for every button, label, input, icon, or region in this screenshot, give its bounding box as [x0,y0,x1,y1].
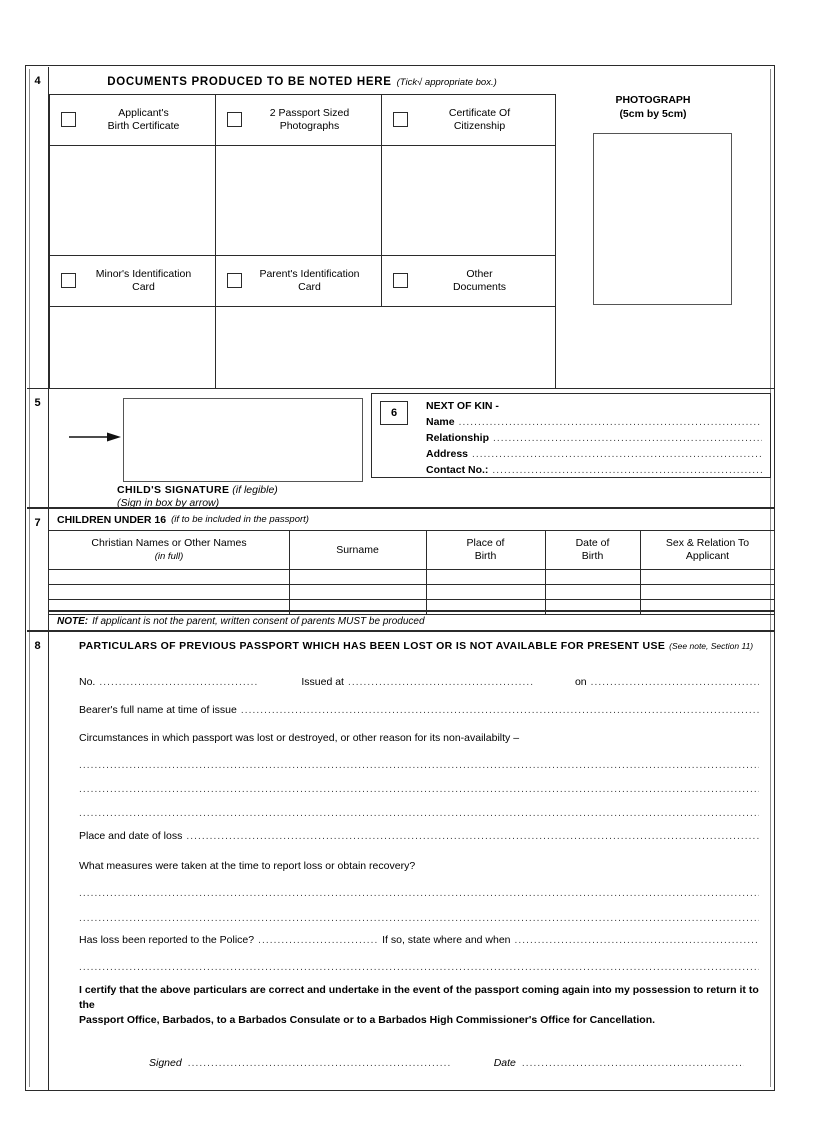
table-row[interactable] [49,584,775,600]
next-of-kin-fields [426,400,762,480]
documents-writing-area-1[interactable] [49,145,555,255]
measures-label: What measures were taken at the time to report loss or obtain recovery? [79,860,416,872]
document-item-label [408,107,555,133]
section-8-body [49,632,775,1090]
children-title: CHILDREN UNDER 16 [57,513,167,526]
section-7-number: 7 [34,517,41,529]
next-of-kin-name-input[interactable] [459,417,762,428]
signature-date-row[interactable] [149,1057,685,1069]
circumstances-input-line-3[interactable] [79,808,759,819]
document-item-applicants-birth-certificate[interactable] [49,94,215,145]
police-where-when-input[interactable] [515,935,759,946]
police-report-line[interactable] [79,934,759,948]
document-item-minors-identification-card[interactable] [49,255,215,306]
documents-tick-prefix: (Tick [396,76,418,88]
section-4-number: 4 [34,75,41,87]
document-item-label [242,107,381,133]
next-of-kin-title-line [426,400,762,416]
children-note-bar [49,610,775,630]
children-column-label: Christian Names or Other Names [91,537,247,549]
section-5-number: 5 [34,397,41,409]
issued-on-input[interactable] [591,677,759,688]
photograph-area [555,67,775,388]
documents-writing-area-2[interactable] [49,306,555,388]
children-column-label: Surname [336,543,379,556]
children-column-sublabel: Birth [581,550,604,562]
doc-label-line2: Documents [452,280,507,293]
section-7-children-under-16 [27,507,775,630]
police-report-input[interactable] [258,935,378,946]
photograph-caption-line1: PHOTOGRAPH [615,94,691,106]
checkbox-parents-identification-card[interactable] [227,273,242,288]
photograph-paste-box[interactable] [593,133,732,305]
next-of-kin-title: NEXT OF KIN - [426,400,499,412]
children-column-sublabel: Birth [474,550,497,562]
children-column-sublabel: Applicant [685,550,730,562]
children-column-label: Place of [466,537,505,549]
doc-label-line1: Other [466,267,493,280]
doc-label-line1: Applicant's [118,106,169,119]
place-date-of-loss-label: Place and date of loss [79,830,183,842]
signed-input[interactable] [188,1058,450,1069]
documents-tick-suffix: appropriate box.) [422,76,497,88]
signature-caption-line2: (Sign in box by arrow) [117,497,220,509]
next-of-kin-contact-input[interactable] [492,465,762,476]
issued-on-label: on [574,676,587,688]
next-of-kin-name-label: Name [426,416,455,428]
signed-label: Signed [149,1057,182,1069]
doc-label-line2: Card [298,280,321,293]
section-6-number: 6 [380,401,408,425]
documents-row-2 [49,255,555,306]
children-table-header-row [49,531,775,570]
next-of-kin-field-address[interactable] [426,448,762,464]
checkbox-other-documents[interactable] [393,273,408,288]
children-column-christian-names [49,531,289,569]
bearer-name-line[interactable] [79,704,759,718]
doc-label-line2: Birth Certificate [107,119,180,132]
next-of-kin-field-contact-no[interactable] [426,464,762,480]
document-item-label [242,268,381,294]
measures-label-line [79,860,759,874]
children-note-label: NOTE: [57,615,89,627]
form-page-frame [25,65,775,1091]
next-of-kin-contact-label: Contact No.: [426,464,489,476]
previous-passport-title: PARTICULARS OF PREVIOUS PASSPORT WHICH HAS BEEN LOST OR IS NOT AVAILABLE FOR PRESENT USE [79,640,666,652]
children-title-note: (if to be included in the passport) [171,514,309,525]
next-of-kin-box [371,393,771,478]
next-of-kin-field-relationship[interactable] [426,432,762,448]
place-date-of-loss-line[interactable] [79,830,759,844]
doc-label-line1: 2 Passport Sized [269,106,350,119]
passport-no-label: No. [79,676,96,688]
issued-at-label: Issued at [301,676,344,688]
certification-statement [79,983,761,1028]
checkbox-certificate-of-citizenship[interactable] [393,112,408,127]
doc-label-line2: Citizenship [453,119,506,132]
children-column-label: Date of [575,537,610,549]
place-date-of-loss-input[interactable] [186,831,759,842]
circumstances-label: Circumstances in which passport was lost or destroyed, or other reason for its non-availabilty – [79,732,520,744]
documents-row-1 [49,94,555,145]
children-header [49,509,775,531]
checkbox-applicants-birth-certificate[interactable] [61,112,76,127]
next-of-kin-relationship-label: Relationship [426,432,490,444]
section-8-number-gutter [27,632,49,1090]
police-report-label: Has loss been reported to the Police? [79,934,255,946]
issued-at-input[interactable] [348,677,533,688]
doc-label-line2: Photographs [279,119,340,132]
next-of-kin-field-name[interactable] [426,416,762,432]
section-4-documents-produced [27,67,775,388]
document-item-parents-identification-card[interactable] [215,255,381,306]
bearer-name-label: Bearer's full name at time of issue [79,704,237,716]
signature-arrow-icon [69,432,121,442]
certification-line-1: I certify that the above particulars are correct and undertake in the event of the passport coming again into my possession to return it to the [79,984,759,1011]
section-8-number: 8 [34,640,41,652]
document-item-label [76,107,215,133]
measures-input-line-2[interactable] [79,913,759,924]
section-5-number-gutter [27,389,49,507]
checkbox-2-passport-sized-photographs[interactable] [227,112,242,127]
document-item-2-passport-sized-photographs[interactable] [215,94,381,145]
previous-passport-identity-line[interactable] [79,676,759,690]
documents-title-note [397,77,497,88]
section-8-previous-passport [27,630,775,1090]
children-column-label: Sex & Relation To [665,537,750,549]
date-label: Date [493,1057,516,1069]
signature-caption-italic: (if legible) [232,484,278,496]
section-4-title-bar [49,67,555,95]
passport-no-input[interactable] [99,677,259,688]
document-item-label [408,268,555,294]
previous-passport-title-line [79,640,767,652]
table-row[interactable] [49,569,775,585]
section-5-6-signature-next-of-kin [27,388,775,507]
documents-checkbox-table [49,94,555,388]
next-of-kin-address-input[interactable] [472,449,762,460]
document-item-other-documents[interactable] [381,255,555,306]
police-where-when-label: If so, state where and when [382,934,511,946]
circumstances-input-line-1[interactable] [79,760,759,771]
tick-check-icon: √ [417,76,423,88]
previous-passport-title-note: (See note, Section 11) [669,641,754,651]
doc-label-line1: Minor's Identification [95,267,192,280]
police-extra-dot-line[interactable] [79,962,759,973]
next-of-kin-relationship-input[interactable] [493,433,762,444]
section-7-number-gutter [27,509,49,630]
doc-label-line1: Parent's Identification [259,267,360,280]
measures-input-line-1[interactable] [79,888,759,899]
section-4-number-gutter [27,67,49,388]
doc-label-line1: Certificate Of [448,106,511,119]
children-note-text: If applicant is not the parent, written consent of parents MUST be produced [92,615,425,627]
children-column-sublabel: (in full) [154,551,184,562]
circumstances-input-line-2[interactable] [79,784,759,795]
documents-title: DOCUMENTS PRODUCED TO BE NOTED HERE [107,75,392,88]
checkbox-minors-identification-card[interactable] [61,273,76,288]
signature-caption-bold: CHILD'S SIGNATURE [117,484,230,496]
children-column-place-of-birth [426,531,545,569]
children-table [49,531,775,610]
doc-label-line2: Card [132,280,155,293]
childs-signature-box[interactable] [123,398,363,482]
photograph-caption-line2: (5cm by 5cm) [619,108,687,120]
children-column-sex-relation [640,531,775,569]
certification-line-2: Passport Office, Barbados, to a Barbados Consulate or to a Barbados High Commissioner's Office for Cancellation. [79,1014,656,1026]
bearer-name-input[interactable] [241,705,759,716]
document-item-certificate-of-citizenship[interactable] [381,94,555,145]
date-input[interactable] [522,1058,744,1069]
circumstances-label-line [79,732,759,746]
document-item-label [76,268,215,294]
children-column-surname [289,531,426,569]
next-of-kin-address-label: Address [426,448,469,460]
children-column-date-of-birth [545,531,640,569]
photograph-caption [555,93,751,121]
